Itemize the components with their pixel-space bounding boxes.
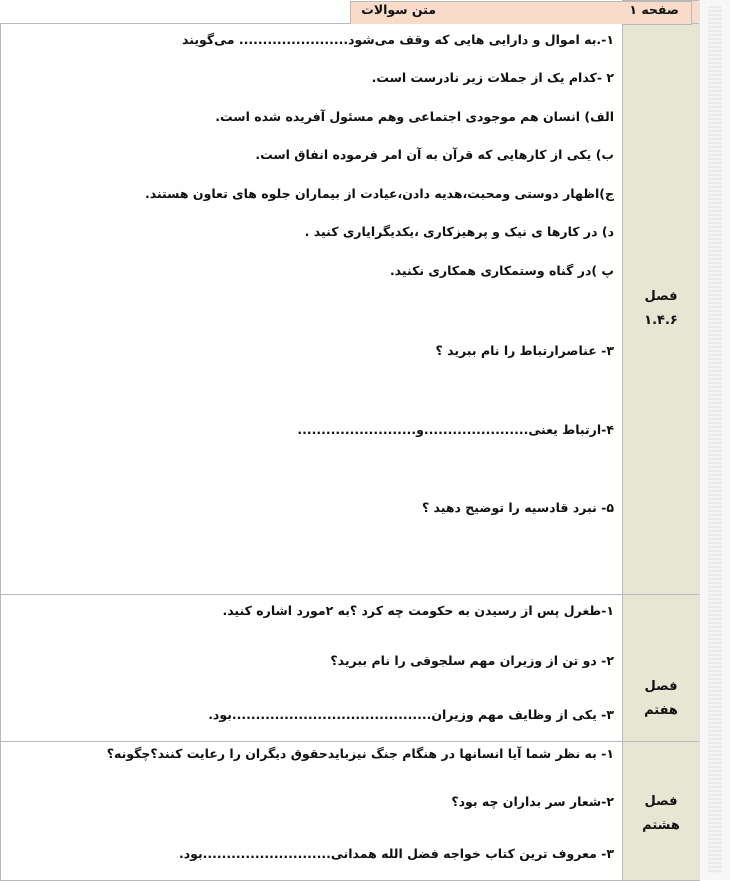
question: ۲-شعار سر بداران چه بود؟ [451,794,614,809]
question: ب) یکی از کارهایی که قرآن به آن امر فرموده انفاق است. [255,147,614,162]
question: ۲- دو تن از وزیران مهم سلجوقی را نام ببرید؟ [330,653,614,668]
questions-heading: متن سوالات [361,1,436,17]
question: ۳- معروف ترین کتاب خواجه فضل الله همدانی...........................بود. [178,846,614,861]
section-row [1,595,700,742]
page-number: صفحه ۱ [629,1,679,17]
question: ج)اظهار دوستی ومحبت،هدیه دادن،عیادت از بیماران جلوه های تعاون هستند. [144,186,614,201]
section-row [1,742,700,881]
chapter-number: هفتم [644,703,678,718]
question: ۴-ارتباط یعنی......................و......................... [297,422,614,437]
chapter-label: فصل [644,679,678,694]
chapter-number: هشتم [642,818,680,833]
questions-cell [1,24,623,595]
questions-cell [1,595,623,742]
chapter-number: ۱.۴.۶ [644,313,678,328]
scrollbar-thumb[interactable] [708,6,722,874]
scrollbar[interactable] [699,0,730,880]
questions-cell [1,742,623,881]
question: ۱- به نظر شما آیا انسانها در هنگام جنگ نیزبایدحقوق دیگران را رعایت کنند؟چگونه؟ [106,746,614,761]
chapter-cell [623,24,700,595]
question: ۲ -کدام یک از جملات زیر نادرست است. [371,70,614,85]
question: د) در کارها ی نیک و پرهیزکاری ،یکدیگرایاری کنید . [304,224,614,239]
question: ۵- نبرد قادسیه را توضیح دهید ؟ [421,500,614,515]
question: ۳- یکی از وظایف مهم وزیران..........................................بود. [208,707,614,722]
chapter-cell [623,742,700,881]
header-row [1,1,700,24]
question: ۳- عناصرارتباط را نام ببرید ؟ [435,343,614,358]
question: پ )در گناه وستمکاری همکاری نکنید. [389,263,614,278]
section-row [1,24,700,595]
chapter-label: فصل [644,794,678,809]
question: ۱-.به اموال و دارایی هایی که وقف می‌شود....................... می‌گویند [182,32,614,47]
question: الف) انسان هم موجودی اجتماعی وهم مسئول آفریده شده است. [215,109,614,124]
chapter-cell [623,595,700,742]
header-questions-cell [350,1,692,25]
question: ۱-طغرل پس از رسیدن به حکومت چه کرد ؟به ۲مورد اشاره کنید. [222,603,614,618]
chapter-label: فصل [644,289,678,304]
